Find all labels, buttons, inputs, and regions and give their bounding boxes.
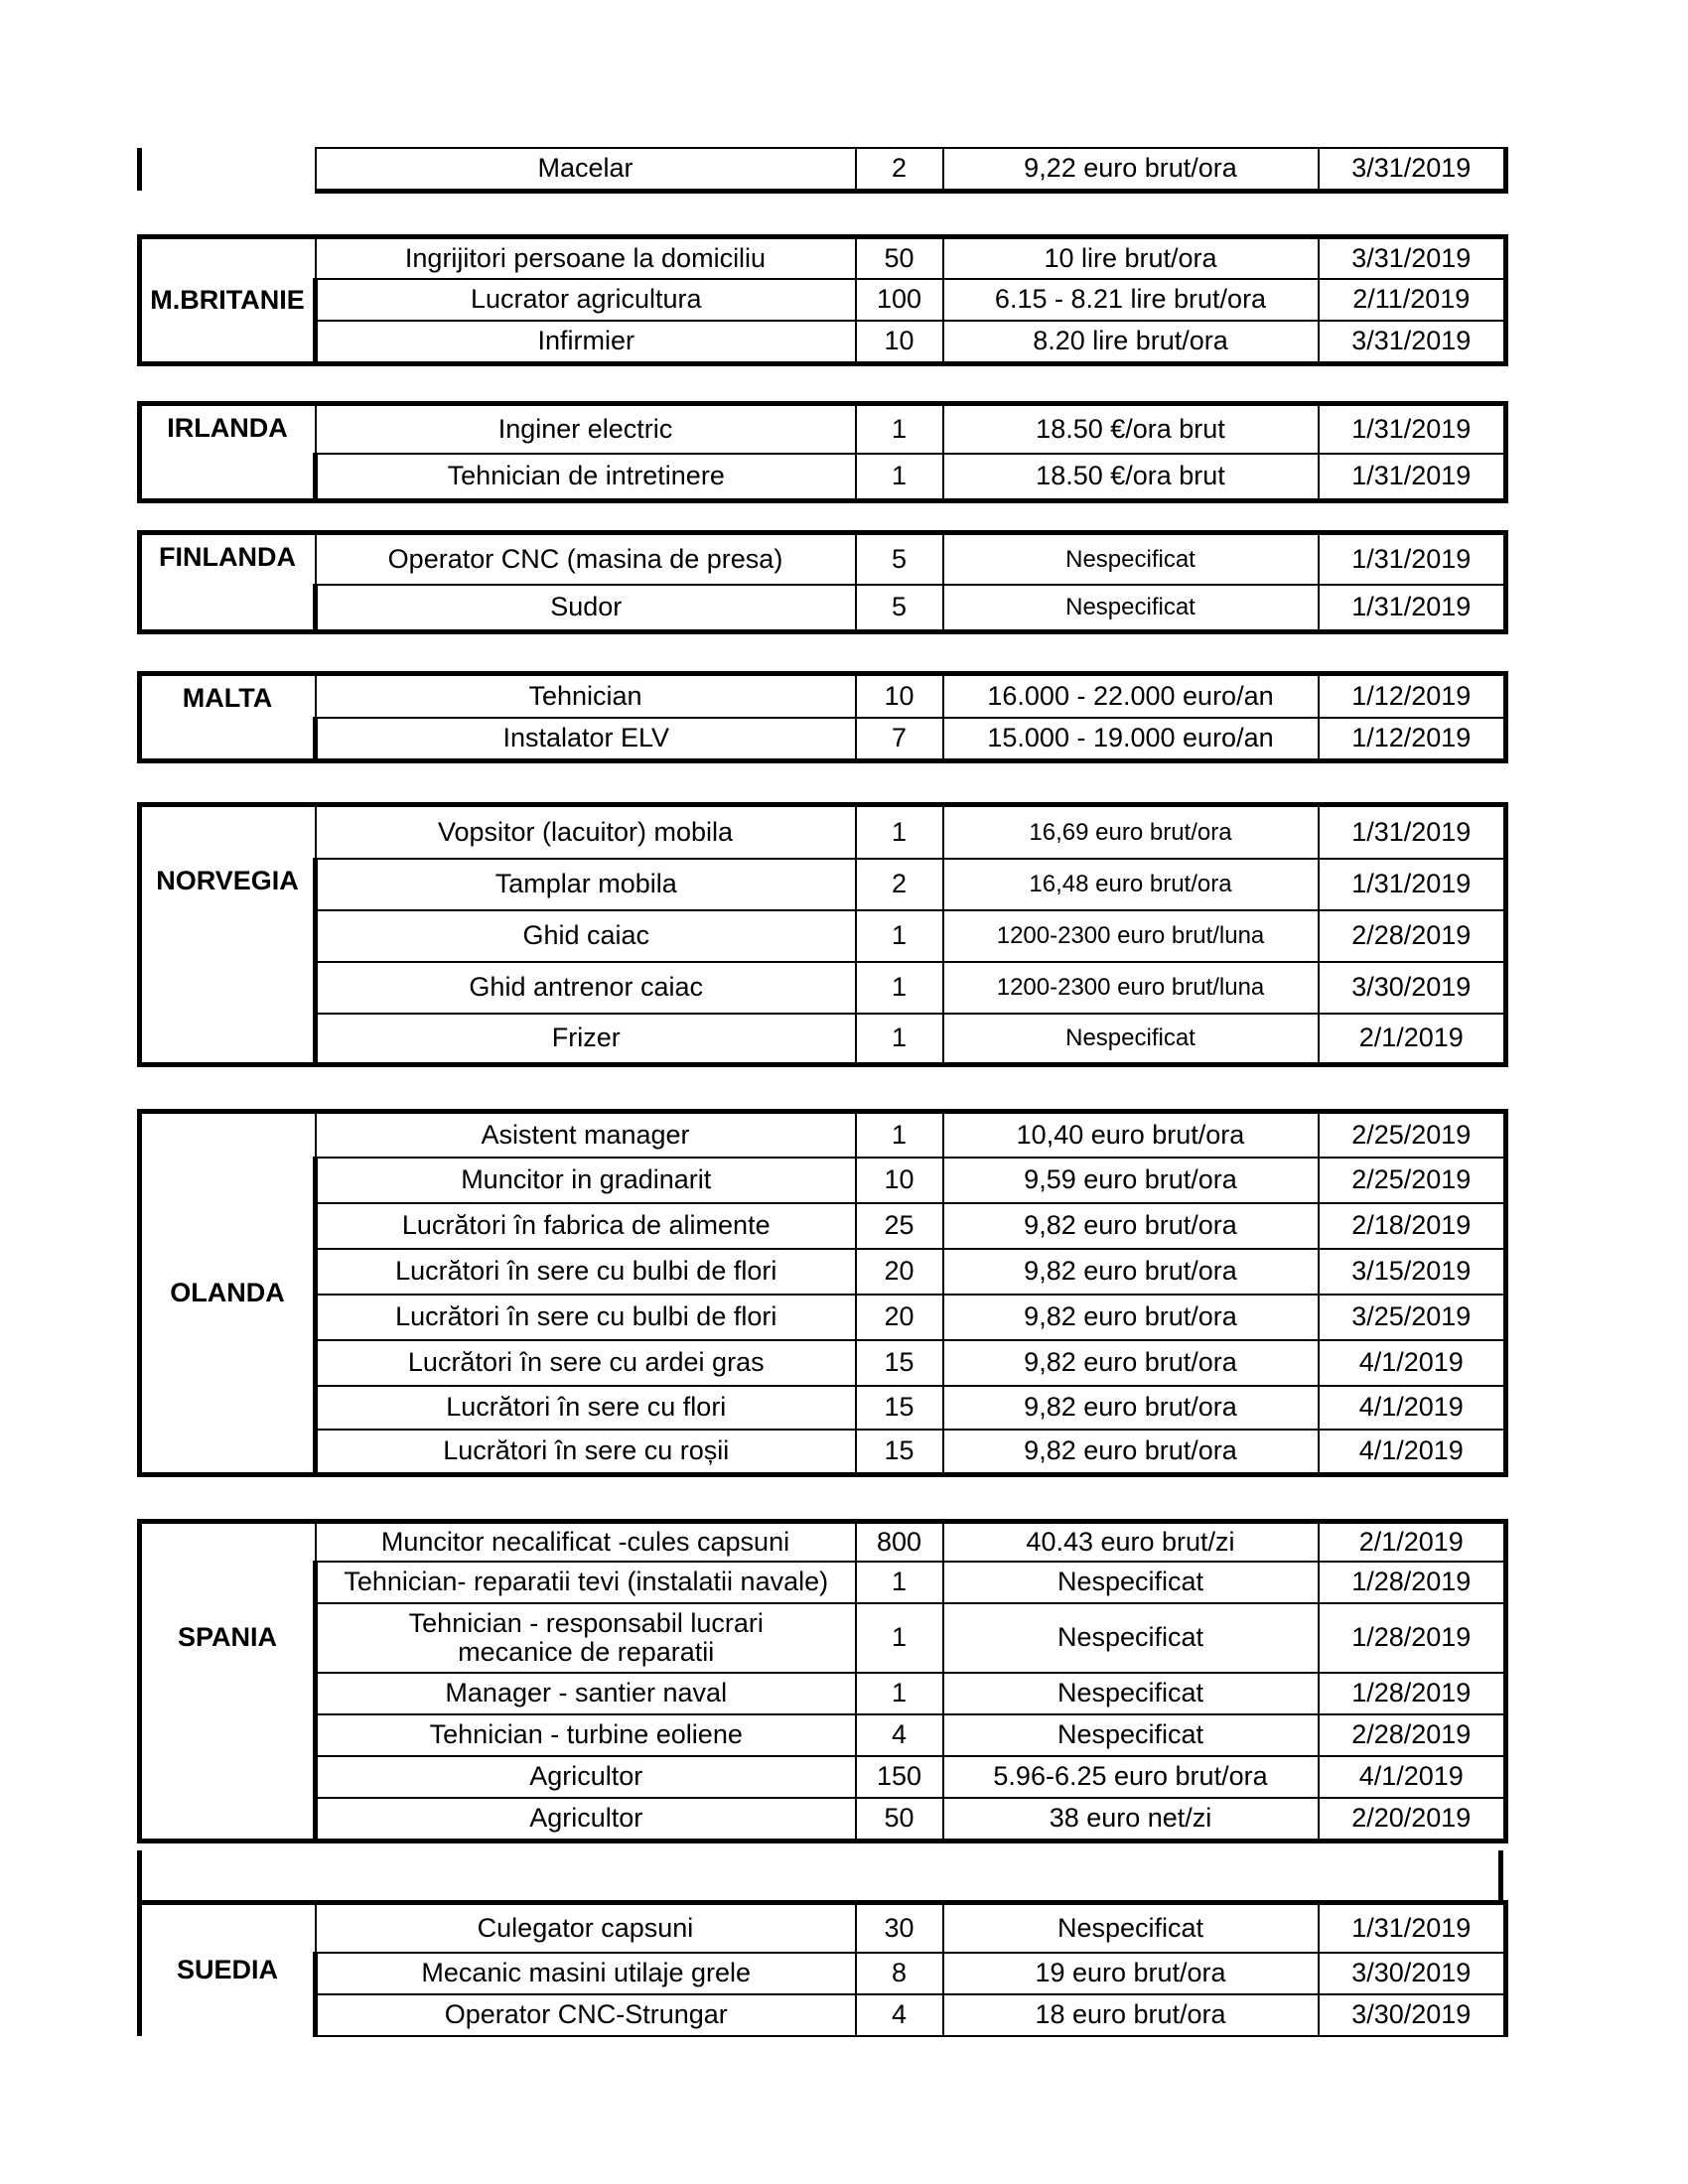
table-row: [140, 1014, 1506, 1065]
job-title: Agricultor: [316, 1756, 856, 1798]
job-deadline: 1/31/2019: [1319, 859, 1506, 910]
job-title: Operator CNC (masina de presa): [316, 533, 856, 585]
job-title: Lucrători în sere cu bulbi de flori: [316, 1249, 856, 1295]
job-table-olanda: [137, 1109, 1508, 1477]
job-title: Infirmier: [316, 321, 856, 364]
table-row: [140, 1603, 1506, 1673]
job-count: 1: [856, 404, 943, 454]
job-deadline: 3/31/2019: [1319, 321, 1506, 364]
job-table-finlanda: [137, 530, 1508, 634]
job-count: 1: [856, 962, 943, 1014]
country-cell: FINLANDA: [140, 533, 316, 632]
table-row: [140, 1994, 1506, 2036]
job-count: 50: [856, 1798, 943, 1842]
job-title: Macelar: [316, 148, 856, 191]
job-count: 100: [856, 279, 943, 321]
job-count: 1: [856, 910, 943, 962]
job-count: 1: [856, 805, 943, 859]
job-count: 15: [856, 1340, 943, 1386]
job-table-malta: [137, 671, 1508, 763]
job-table-irlanda: [137, 401, 1508, 503]
job-salary: 40.43 euro brut/zi: [943, 1522, 1319, 1562]
table-row: [140, 859, 1506, 910]
job-salary: 38 euro net/zi: [943, 1798, 1319, 1842]
job-salary: 9,82 euro brut/ora: [943, 1340, 1319, 1386]
table-row: [140, 910, 1506, 962]
job-title: Muncitor in gradinarit: [316, 1158, 856, 1203]
table-row: [140, 1522, 1506, 1562]
job-salary: Nespecificat: [943, 1014, 1319, 1065]
job-deadline: 1/31/2019: [1319, 404, 1506, 454]
job-deadline: 1/31/2019: [1319, 1903, 1506, 1953]
table-row: [140, 1249, 1506, 1295]
job-salary: 18.50 €/ora brut: [943, 454, 1319, 501]
job-deadline: 4/1/2019: [1319, 1756, 1506, 1798]
job-count: 5: [856, 533, 943, 585]
table-row: [140, 1430, 1506, 1475]
job-salary: 18 euro brut/ora: [943, 1994, 1319, 2036]
table-row: [140, 1798, 1506, 1842]
job-deadline: 3/15/2019: [1319, 1249, 1506, 1295]
job-title: Tehnician - responsabil lucrari mecanice de reparatii: [316, 1603, 856, 1673]
job-salary: 19 euro brut/ora: [943, 1953, 1319, 1994]
job-title: Manager - santier naval: [316, 1673, 856, 1714]
job-count: 2: [856, 859, 943, 910]
job-salary: Nespecificat: [943, 1903, 1319, 1953]
job-count: 1: [856, 1562, 943, 1603]
job-deadline: 2/20/2019: [1319, 1798, 1506, 1842]
country-cell: SPANIA: [140, 1522, 316, 1842]
job-table-spania: [137, 1519, 1508, 1843]
job-title: Instalator ELV: [316, 718, 856, 761]
job-salary: 15.000 - 19.000 euro/an: [943, 718, 1319, 761]
job-salary: Nespecificat: [943, 1562, 1319, 1603]
job-count: 25: [856, 1203, 943, 1249]
job-deadline: 1/31/2019: [1319, 533, 1506, 585]
job-table-fragment: [137, 147, 1508, 194]
spacer-left-border: [137, 1850, 142, 1904]
job-count: 4: [856, 1714, 943, 1756]
job-title: Ghid caiac: [316, 910, 856, 962]
table-row: [140, 1756, 1506, 1798]
job-deadline: 4/1/2019: [1319, 1340, 1506, 1386]
job-table-norvegia: [137, 802, 1508, 1067]
job-deadline: 2/25/2019: [1319, 1158, 1506, 1203]
table-row: [140, 1340, 1506, 1386]
table-row: [140, 533, 1506, 585]
job-salary: 10,40 euro brut/ora: [943, 1112, 1319, 1158]
job-count: 150: [856, 1756, 943, 1798]
job-count: 20: [856, 1249, 943, 1295]
job-salary: 16,69 euro brut/ora: [943, 805, 1319, 859]
table-row: [140, 674, 1506, 718]
job-count: 1: [856, 1112, 943, 1158]
table-row: [140, 1714, 1506, 1756]
job-salary: Nespecificat: [943, 1603, 1319, 1673]
job-title: Sudor: [316, 585, 856, 632]
job-title: Inginer electric: [316, 404, 856, 454]
job-title: Lucrători în sere cu roșii: [316, 1430, 856, 1475]
job-deadline: 1/28/2019: [1319, 1673, 1506, 1714]
job-salary: 10 lire brut/ora: [943, 237, 1319, 279]
job-deadline: 2/18/2019: [1319, 1203, 1506, 1249]
job-deadline: 1/31/2019: [1319, 805, 1506, 859]
job-deadline: 4/1/2019: [1319, 1430, 1506, 1475]
job-title: Tamplar mobila: [316, 859, 856, 910]
country-cell: SUEDIA: [140, 1903, 316, 2036]
job-title: Frizer: [316, 1014, 856, 1065]
table-row: [140, 805, 1506, 859]
job-title: Tehnician de intretinere: [316, 454, 856, 501]
job-count: 1: [856, 454, 943, 501]
job-title: Operator CNC-Strungar: [316, 1994, 856, 2036]
job-salary: 9,82 euro brut/ora: [943, 1203, 1319, 1249]
job-deadline: 2/28/2019: [1319, 1714, 1506, 1756]
job-title: Tehnician - turbine eoliene: [316, 1714, 856, 1756]
job-count: 2: [856, 148, 943, 191]
table-row: [140, 404, 1506, 454]
table-row: [140, 1562, 1506, 1603]
job-count: 10: [856, 321, 943, 364]
job-count: 1: [856, 1603, 943, 1673]
job-salary: 1200-2300 euro brut/luna: [943, 962, 1319, 1014]
job-deadline: 3/30/2019: [1319, 1953, 1506, 1994]
job-title: Asistent manager: [316, 1112, 856, 1158]
job-deadline: 1/12/2019: [1319, 718, 1506, 761]
job-salary: 6.15 - 8.21 lire brut/ora: [943, 279, 1319, 321]
job-deadline: 1/28/2019: [1319, 1562, 1506, 1603]
table-row: [140, 1386, 1506, 1430]
table-row: [140, 1158, 1506, 1203]
job-deadline: 4/1/2019: [1319, 1386, 1506, 1430]
job-deadline: 3/30/2019: [1319, 1994, 1506, 2036]
job-deadline: 2/1/2019: [1319, 1522, 1506, 1562]
job-count: 1: [856, 1673, 943, 1714]
job-count: 5: [856, 585, 943, 632]
table-row: [140, 1903, 1506, 1953]
table-row: [140, 1295, 1506, 1340]
country-cell: NORVEGIA: [140, 805, 316, 1065]
job-salary: Nespecificat: [943, 585, 1319, 632]
job-salary: Nespecificat: [943, 1714, 1319, 1756]
job-title: Ingrijitori persoane la domiciliu: [316, 237, 856, 279]
country-cell: IRLANDA: [140, 404, 316, 501]
job-title: Lucrători în fabrica de alimente: [316, 1203, 856, 1249]
job-deadline: 1/31/2019: [1319, 585, 1506, 632]
table-row: [140, 454, 1506, 501]
job-salary: 9,22 euro brut/ora: [943, 148, 1319, 191]
table-row: [140, 585, 1506, 632]
job-salary: 9,82 euro brut/ora: [943, 1430, 1319, 1475]
job-salary: 16.000 - 22.000 euro/an: [943, 674, 1319, 718]
job-count: 10: [856, 1158, 943, 1203]
country-cell: OLANDA: [140, 1112, 316, 1475]
table-row: [140, 1953, 1506, 1994]
job-title: Lucrători în sere cu flori: [316, 1386, 856, 1430]
table-row: [140, 962, 1506, 1014]
table-row: [140, 279, 1506, 321]
table-row: [140, 237, 1506, 279]
job-deadline: 1/12/2019: [1319, 674, 1506, 718]
job-title: Tehnician: [316, 674, 856, 718]
job-deadline: 2/25/2019: [1319, 1112, 1506, 1158]
job-count: 10: [856, 674, 943, 718]
job-salary: 9,59 euro brut/ora: [943, 1158, 1319, 1203]
job-count: 8: [856, 1953, 943, 1994]
job-table-mbritanie: [137, 234, 1508, 366]
job-deadline: 2/11/2019: [1319, 279, 1506, 321]
job-deadline: 2/28/2019: [1319, 910, 1506, 962]
table-row: [140, 1673, 1506, 1714]
job-count: 1: [856, 1014, 943, 1065]
job-title: Mecanic masini utilaje grele: [316, 1953, 856, 1994]
job-deadline: 3/31/2019: [1319, 237, 1506, 279]
job-deadline: 3/30/2019: [1319, 962, 1506, 1014]
job-salary: 1200-2300 euro brut/luna: [943, 910, 1319, 962]
job-salary: Nespecificat: [943, 533, 1319, 585]
job-title: Vopsitor (lacuitor) mobila: [316, 805, 856, 859]
country-cell: M.BRITANIE: [140, 237, 316, 364]
job-salary: 9,82 euro brut/ora: [943, 1295, 1319, 1340]
job-title: Culegator capsuni: [316, 1903, 856, 1953]
job-salary: 5.96-6.25 euro brut/ora: [943, 1756, 1319, 1798]
job-title: Lucrator agricultura: [316, 279, 856, 321]
job-table-suedia: [137, 1900, 1508, 2037]
table-row: [140, 718, 1506, 761]
job-count: 50: [856, 237, 943, 279]
job-deadline: 1/31/2019: [1319, 454, 1506, 501]
job-count: 800: [856, 1522, 943, 1562]
job-count: 30: [856, 1903, 943, 1953]
job-title: Lucrători în sere cu ardei gras: [316, 1340, 856, 1386]
table-row: [140, 321, 1506, 364]
job-title: Agricultor: [316, 1798, 856, 1842]
job-title: Muncitor necalificat -cules capsuni: [316, 1522, 856, 1562]
job-salary: 18.50 €/ora brut: [943, 404, 1319, 454]
country-cell: MALTA: [140, 674, 316, 761]
job-deadline: 3/31/2019: [1319, 148, 1506, 191]
table-row: [140, 1203, 1506, 1249]
job-count: 4: [856, 1994, 943, 2036]
job-count: 15: [856, 1386, 943, 1430]
job-salary: 9,82 euro brut/ora: [943, 1249, 1319, 1295]
table-row: [140, 148, 1506, 191]
job-count: 7: [856, 718, 943, 761]
spacer-right-border: [1498, 1850, 1503, 1904]
job-salary: Nespecificat: [943, 1673, 1319, 1714]
job-count: 15: [856, 1430, 943, 1475]
job-count: 20: [856, 1295, 943, 1340]
job-title: Ghid antrenor caiac: [316, 962, 856, 1014]
job-title: Lucrători în sere cu bulbi de flori: [316, 1295, 856, 1340]
job-salary: 9,82 euro brut/ora: [943, 1386, 1319, 1430]
job-salary: 8.20 lire brut/ora: [943, 321, 1319, 364]
job-deadline: 3/25/2019: [1319, 1295, 1506, 1340]
job-deadline: 2/1/2019: [1319, 1014, 1506, 1065]
country-cell: [140, 148, 316, 191]
job-salary: 16,48 euro brut/ora: [943, 859, 1319, 910]
job-deadline: 1/28/2019: [1319, 1603, 1506, 1673]
table-row: [140, 1112, 1506, 1158]
job-title: Tehnician- reparatii tevi (instalatii navale): [316, 1562, 856, 1603]
